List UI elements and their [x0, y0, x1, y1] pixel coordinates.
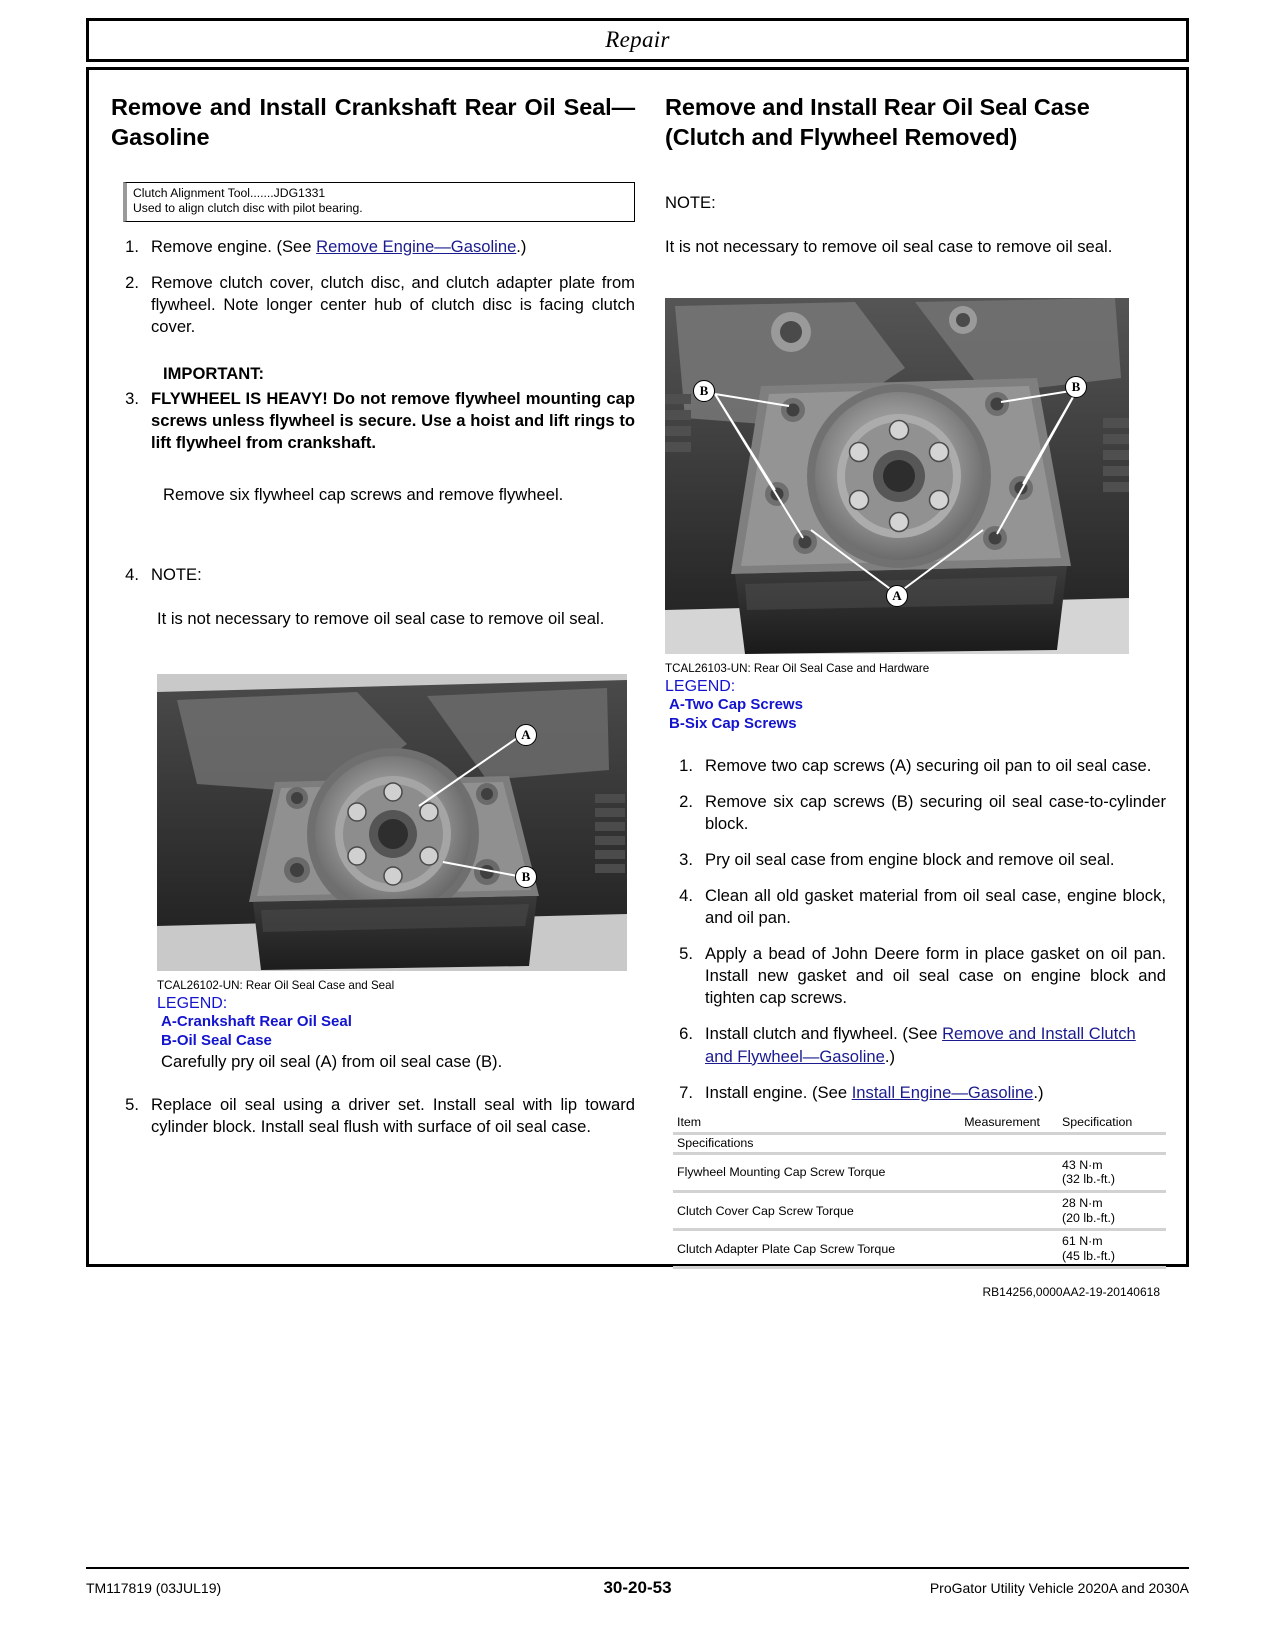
list-item — [665, 1082, 1166, 1104]
important-label: IMPORTANT: — [163, 363, 265, 383]
specifications-table — [673, 1114, 1166, 1270]
step-text — [705, 1023, 1166, 1067]
tool-name-line: Clutch Alignment Tool.......JDG1331 — [133, 186, 326, 201]
step-text: NOTE: — [151, 565, 202, 585]
step4-note-text: It is not necessary to remove oil seal case to remove oil seal. — [157, 609, 605, 629]
engine-photo-illustration — [157, 674, 627, 971]
list-item — [111, 272, 635, 338]
step-text-pre: Install engine. (See — [705, 1082, 848, 1102]
step-text: Remove clutch cover, clutch disc, and clutch adapter plate from flywheel. Note longer center hub of clutch disc is facing clutch cover. — [151, 272, 635, 336]
step-text — [151, 236, 635, 258]
spec-imperial: (20 lb.-ft.) — [1062, 1210, 1116, 1225]
table-group-row — [673, 1133, 1166, 1153]
page-header — [86, 18, 1189, 62]
step-number: 5. — [679, 944, 693, 964]
content-frame — [86, 67, 1189, 1300]
callout-b-left: B — [693, 380, 715, 402]
step-number: 2. — [679, 791, 693, 811]
cell-measurement — [942, 1191, 1058, 1229]
footer-manual-number: TM117819 (03JUL19) — [86, 1580, 222, 1596]
cell-item: Clutch Adapter Plate Cap Screw Torque — [673, 1230, 942, 1268]
step-number: 3. — [679, 850, 693, 870]
cell-item: Flywheel Mounting Cap Screw Torque — [673, 1153, 942, 1191]
group-label: Specifications — [673, 1133, 1166, 1153]
step3-follow-text: Remove six flywheel cap screws and remove flywheel. — [163, 485, 564, 505]
list-item — [111, 1094, 635, 1138]
cross-reference-link[interactable]: Install Engine—Gasoline — [851, 1082, 1034, 1102]
callout-b: B — [515, 866, 537, 888]
table-row — [673, 1230, 1166, 1268]
list-item — [665, 1023, 1166, 1067]
legend-title: LEGEND: — [157, 995, 228, 1013]
spec-imperial: (32 lb.-ft.) — [1062, 1172, 1116, 1187]
cell-item: Clutch Cover Cap Screw Torque — [673, 1191, 942, 1229]
step-number: 4. — [125, 565, 139, 585]
figure-rear-oil-seal-case-and-seal — [157, 674, 627, 1072]
spec-imperial: (45 lb.-ft.) — [1062, 1248, 1116, 1263]
left-column — [111, 88, 635, 1299]
column-header-specification: Specification — [1058, 1114, 1166, 1134]
figure-image — [665, 298, 1129, 654]
table-header-row — [673, 1114, 1166, 1134]
right-section-title: Remove and Install Rear Oil Seal Case (Clutch and Flywheel Removed) — [665, 94, 1090, 151]
left-section-title: Remove and Install Crankshaft Rear Oil Seal—Gasoline — [111, 94, 635, 151]
column-header-measurement: Measurement — [942, 1114, 1058, 1134]
table-row — [673, 1153, 1166, 1191]
step-text-post: .) — [516, 236, 527, 256]
figure-follow-text: Carefully pry oil seal (A) from oil seal case (B). — [161, 1051, 503, 1071]
legend-title: LEGEND: — [665, 678, 736, 696]
cross-reference-link[interactable]: Remove Engine—Gasoline — [316, 236, 517, 256]
list-item — [665, 791, 1166, 835]
step-number: 4. — [679, 886, 693, 906]
footer-product-name: ProGator Utility Vehicle 2020A and 2030A — [929, 1580, 1189, 1596]
tool-description-line: Used to align clutch disc with pilot bearing. — [133, 201, 363, 216]
callout-b-right: B — [1065, 376, 1087, 398]
right-steps-list — [665, 755, 1166, 1104]
step-text: Apply a bead of John Deere form in place gasket on oil pan. Install new gasket and oil seal case on engine block and tighten cap screws. — [705, 944, 1166, 1008]
document-reference-id: RB14256,0000AA2-19-20140618 — [982, 1285, 1160, 1300]
step-text-pre: Remove engine. (See — [151, 236, 312, 256]
figure-caption: TCAL26102-UN: Rear Oil Seal Case and Seal — [157, 979, 395, 993]
step-number: 3. — [125, 388, 139, 408]
figure-image — [157, 674, 627, 971]
list-item — [111, 564, 635, 586]
two-column-layout — [111, 88, 1164, 1299]
list-item — [665, 849, 1166, 871]
left-steps-list-note — [111, 564, 635, 586]
step-number: 5. — [125, 1094, 139, 1114]
step-text: Remove six cap screws (B) securing oil seal case-to-cylinder block. — [705, 791, 1166, 833]
table-row — [673, 1191, 1166, 1229]
column-header-item: Item — [673, 1114, 942, 1134]
note-label: NOTE: — [665, 193, 716, 213]
cell-measurement — [942, 1153, 1058, 1191]
step-number: 2. — [125, 272, 139, 292]
legend-item: A-Crankshaft Rear Oil Seal — [161, 1013, 352, 1031]
list-item — [665, 755, 1166, 777]
step-number: 1. — [125, 236, 139, 256]
cell-specification — [1058, 1153, 1166, 1191]
step-text: Remove two cap screws (A) securing oil pan to oil seal case. — [705, 755, 1152, 775]
step-text-post: .) — [884, 1046, 895, 1066]
cell-specification — [1058, 1191, 1166, 1229]
callout-a: A — [515, 724, 537, 746]
step-text-pre: Install clutch and flywheel. (See — [705, 1024, 938, 1044]
cell-specification — [1058, 1230, 1166, 1268]
legend-item: B-Oil Seal Case — [161, 1031, 272, 1049]
callout-a: A — [886, 585, 908, 607]
left-steps-list-continued — [111, 388, 635, 454]
step-text: Pry oil seal case from engine block and remove oil seal. — [705, 850, 1115, 870]
left-steps-list-final — [111, 1094, 635, 1138]
step-text — [705, 1082, 1166, 1104]
page-footer — [86, 1567, 1189, 1598]
step-text: Clean all old gasket material from oil seal case, engine block, and oil pan. — [705, 886, 1166, 928]
list-item — [665, 943, 1166, 1009]
note-text: It is not necessary to remove oil seal case to remove oil seal. — [665, 237, 1113, 257]
step-number: 7. — [679, 1082, 693, 1102]
figure-rear-oil-seal-case-and-hardware — [665, 298, 1129, 733]
step-number: 1. — [679, 755, 693, 775]
legend-item: A-Two Cap Screws — [669, 696, 803, 714]
cross-reference-link[interactable]: Remove and Install Clutch and Flywheel—Gasoline — [705, 1024, 1136, 1066]
spec-metric: 43 N·m — [1062, 1157, 1103, 1172]
footer-page-number: 30-20-53 — [603, 1578, 672, 1597]
list-item — [111, 236, 635, 258]
list-item — [111, 388, 635, 454]
figure-caption: TCAL26103-UN: Rear Oil Seal Case and Hardware — [665, 662, 930, 676]
spec-metric: 61 N·m — [1062, 1234, 1103, 1249]
spec-metric: 28 N·m — [1062, 1195, 1103, 1210]
step-text: Replace oil seal using a driver set. Install seal with lip toward cylinder block. Install seal flush with surface of oil seal case. — [151, 1094, 635, 1136]
tool-callout-box — [123, 182, 635, 222]
step-text: FLYWHEEL IS HEAVY! Do not remove flywheel mounting cap screws unless flywheel is secure. Use a hoist and lift rings to lift flywheel from crankshaft. — [151, 388, 635, 453]
list-item — [665, 885, 1166, 929]
page-header-title: Repair — [605, 27, 670, 52]
left-steps-list — [111, 236, 635, 338]
step-text-post: .) — [1033, 1082, 1044, 1102]
cell-measurement — [942, 1230, 1058, 1268]
legend-item: B-Six Cap Screws — [669, 714, 797, 732]
step-number: 6. — [679, 1024, 693, 1044]
right-column — [665, 88, 1166, 1299]
